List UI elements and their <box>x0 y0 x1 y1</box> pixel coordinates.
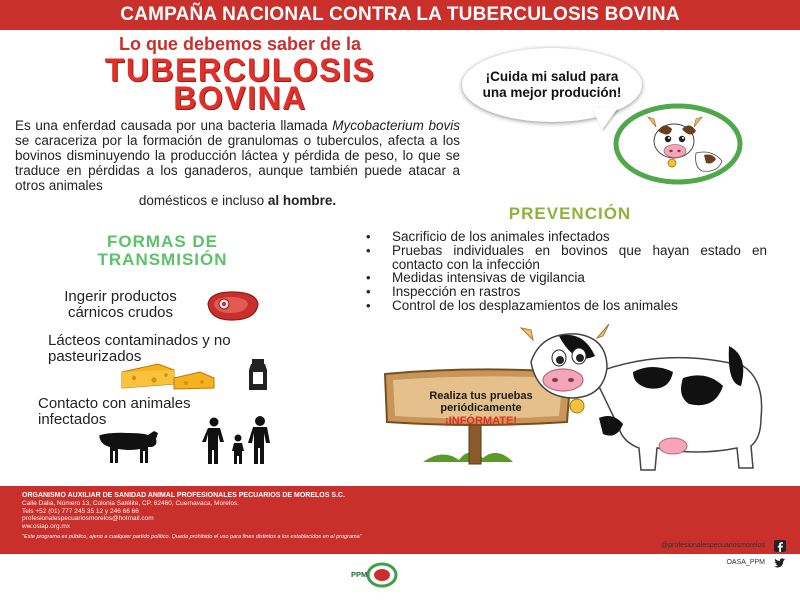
sign-line-3: ¡INFÓRMATE! <box>445 415 517 427</box>
twitter-handle[interactable]: OASA_PPM <box>726 559 765 566</box>
prevention-title: PREVENCIÓN <box>508 204 632 223</box>
twitter-icon[interactable] <box>774 557 786 569</box>
intro-paragraph <box>15 118 460 208</box>
milk-jug-icon <box>246 358 270 392</box>
intro-emphasis: al hombre. <box>267 193 337 208</box>
facebook-handle[interactable]: @profesionalespecuariosmorelos <box>661 542 765 549</box>
footer-organization: ORGANISMO AUXILIAR DE SANIDAD ANIMAL PROFESIONALES PECUARIOS DE MORELOS S.C. <box>22 492 345 499</box>
footer-disclaimer: "Este programa es público, ajeno a cualquier partido político. Queda prohibido el uso para fines distintos a los establecidos en el programa" <box>22 534 362 541</box>
sign-line-2: periódicamente <box>440 402 522 414</box>
footer-phones: Tels +52 (01) 777 245 35 12 y 246 66 66 <box>22 507 139 515</box>
people-silhouette-icon <box>200 416 280 466</box>
cow-silhouette-icon <box>92 426 162 466</box>
ppm-logo-text: PPM <box>351 570 368 579</box>
intro-last-line <box>15 193 460 208</box>
transmission-label-meat: Ingerir productos cárnicos crudos <box>64 288 177 321</box>
sign-text <box>394 390 568 427</box>
prevention-item: • Sacrificio de los animales infectados <box>362 230 767 244</box>
facebook-icon[interactable] <box>774 540 786 552</box>
main-title-line-2: BOVINA <box>173 80 307 116</box>
cow-mascot-badge-icon <box>612 103 744 185</box>
cheese-icon <box>120 360 216 390</box>
prevention-item: • Control de los desplazamientos de los animales <box>362 299 767 313</box>
footer-address: Calle Dalia, Número 13, Colonia Satélite, CP. 62460, Cuernavaca, Morelos. <box>22 500 240 507</box>
footer-website[interactable]: ww.osiap.org.mx <box>22 522 71 530</box>
footer-email[interactable]: profesionalespecuariosmorelos@hotmail.com <box>22 515 154 523</box>
subtitle: Lo que debemos saber de la <box>118 34 362 54</box>
meat-icon <box>204 290 260 322</box>
transmission-label-contact: Contacto con animales infectados <box>38 395 191 428</box>
intro-text-2: se caraceriza por la formación de granulomas o tuberculos, afecta a los bovinos disminuyendo la producción láctea y pérdida de peso, lo que se traduce en pérdidas a los ganaderos, aunque también puede atacar a otros animales <box>15 133 460 193</box>
main-title-line-1: TUBERCULOSIS <box>104 52 376 88</box>
bacteria-name: Mycobacterium bovis <box>332 118 460 133</box>
intro-text-3: domésticos e incluso <box>138 193 268 208</box>
sign-line-1: Realiza tus pruebas <box>429 390 533 402</box>
prevention-item: • Medidas intensivas de vigilancia <box>362 271 767 285</box>
speech-bubble-text: ¡Cuida mi salud para una mejor produción! <box>482 69 622 100</box>
intro-text-1: Es una enferdad causada por una bacteria llamada <box>15 118 333 133</box>
prevention-list <box>362 230 767 313</box>
transmission-title: FORMAS DE TRANSMISIÓN <box>97 232 228 269</box>
campaign-title: CAMPAÑA NACIONAL CONTRA LA TUBERCULOSIS BOVINA <box>120 4 680 25</box>
prevention-item: • Pruebas individuales en bovinos que hayan estado en contacto con la infección <box>362 244 767 272</box>
transmission-label-dairy: Lácteos contaminados y no pasteurizados <box>48 332 231 365</box>
prevention-item: • Inspección en rastros <box>362 285 767 299</box>
top-banner <box>0 0 800 30</box>
